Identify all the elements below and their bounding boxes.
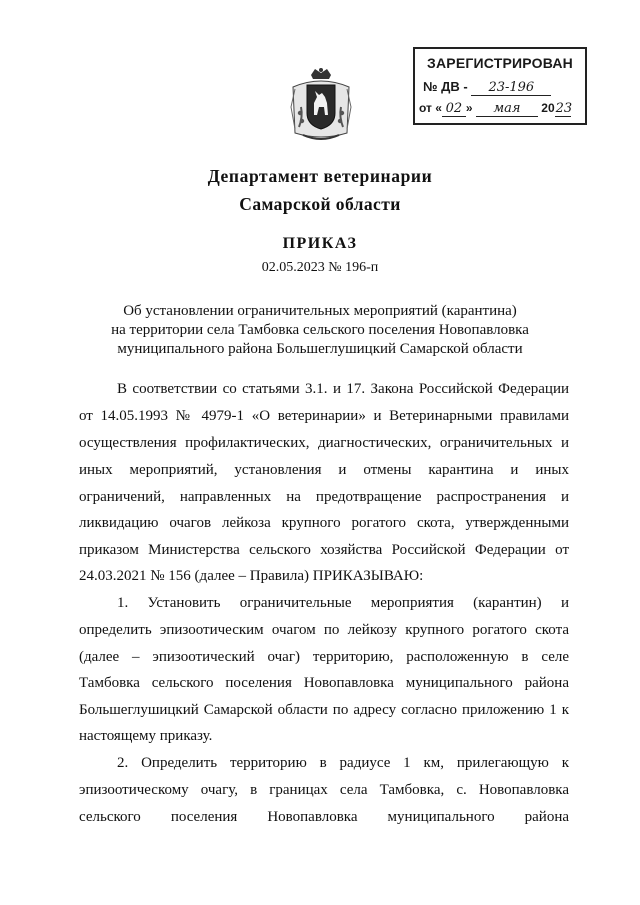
body-line: 24.03.2021 № 156 (далее – Правила) ПРИКАЗЫВАЮ: <box>79 568 424 584</box>
stamp-date-mid: » <box>465 101 473 115</box>
body-line: Тамбовка сельского поселения Новопавловка муниципального района <box>79 675 569 691</box>
body-line: от 14.05.1993 № 4979-1 «О ветеринарии» и Ветеринарными правилами <box>79 408 569 424</box>
body-line: иных мероприятий, установления и отмены карантина и иных <box>79 462 569 478</box>
body-line: (далее – эпизоотический очаг) территорию, расположенную в селе <box>79 649 569 665</box>
body-line: ограничений, направленных на предотвращение распространения и <box>79 489 569 505</box>
stamp-date-prefix: от « <box>419 101 442 115</box>
body-line: приказом Министерства сельского хозяйства Российской Федерации от <box>79 542 569 558</box>
subject-line: Об установлении ограничительных мероприятий (карантина) <box>123 303 517 319</box>
body-line: 2. Определить территорию в радиусе 1 км, прилегающую к <box>117 755 569 771</box>
subject-line: муниципального района Большеглушицкий Самарской области <box>117 341 523 357</box>
stamp-date-row <box>419 101 571 117</box>
department-name-line2: Самарской области <box>239 194 401 214</box>
document-type: ПРИКАЗ <box>282 235 358 252</box>
subject-line: на территории села Тамбовка сельского поселения Новопавловка <box>111 322 529 338</box>
body-line: ликвидацию очагов лейкоза крупного рогатого скота, утвержденными <box>79 515 569 531</box>
body-line: настоящему приказу. <box>79 728 213 744</box>
department-name-line1: Департамент ветеринарии <box>207 166 433 186</box>
stamp-number-row <box>423 79 551 96</box>
body-line: Большеглушицкий Самарской области по адресу согласно приложению 1 к <box>79 702 569 718</box>
body-line: осуществления профилактических, диагностических, ограничительных и <box>79 435 569 451</box>
body-line: эпизоотическому очагу, в границах села Тамбовка, с. Новопавловка <box>79 782 569 798</box>
document-subject <box>0 302 640 359</box>
stamp-number-prefix: № ДВ - <box>423 79 468 94</box>
body-line: 1. Установить ограничительные мероприятия (карантин) и <box>117 595 569 611</box>
stamp-number-value: 23-196 <box>471 80 551 96</box>
stamp-title: ЗАРЕГИСТРИРОВАН <box>427 55 573 71</box>
stamp-date-year-prefix: 20 <box>541 101 555 115</box>
samara-coat-of-arms-icon <box>289 67 353 143</box>
stamp-date-day: 02 <box>442 101 466 117</box>
body-line: сельского поселения Новопавловка муниципального района <box>79 809 569 825</box>
stamp-date-month: мая <box>476 101 538 117</box>
body-line: В соответствии со статьями 3.1. и 17. Закона Российской Федерации <box>117 381 569 397</box>
body-line: определить эпизоотическим очагом по лейкозу крупного рогатого скота <box>79 622 569 638</box>
registration-stamp <box>413 47 587 125</box>
document-date-number: 02.05.2023 № 196-п <box>261 260 379 275</box>
stamp-date-year-suffix: 23 <box>555 101 573 116</box>
